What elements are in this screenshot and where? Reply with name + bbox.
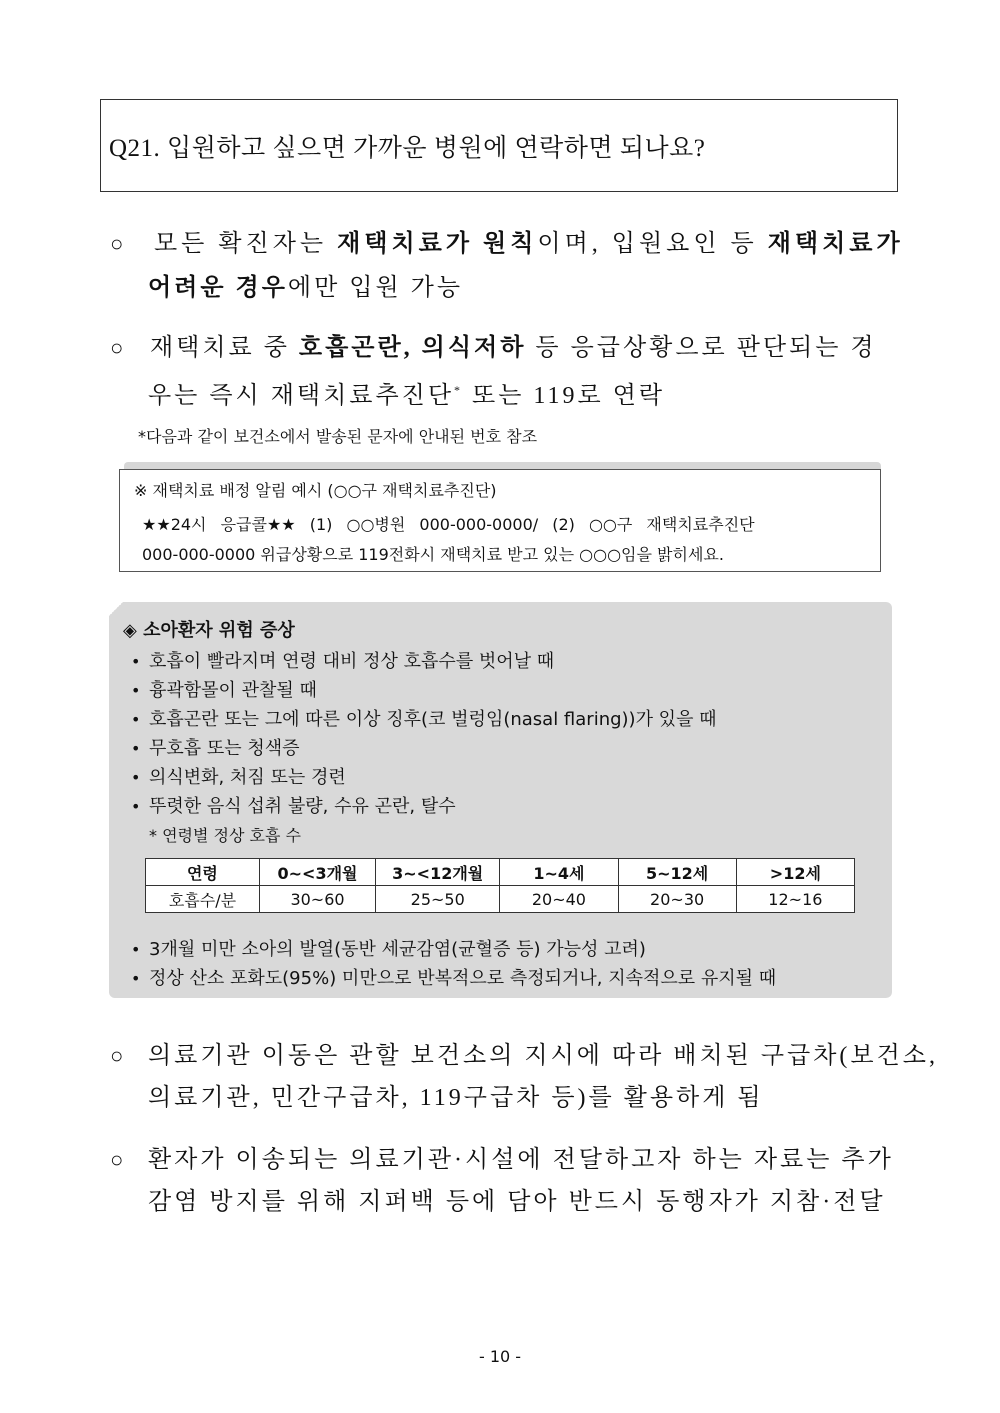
respiration-rate-table: [145, 858, 855, 913]
bullet-circle: ○: [110, 335, 124, 360]
bullet-circle: ○: [110, 1147, 124, 1172]
para1-bold-c: 어려운 경우: [148, 275, 288, 301]
list-item: • 정상 산소 포화도(95%) 미만으로 반복적으로 측정되거나, 지속적으로 유지될 때: [131, 968, 777, 989]
bullet-circle: ○: [110, 1043, 124, 1068]
table-header-row: [146, 859, 855, 886]
list-item: • 뚜렷한 음식 섭취 불량, 수유 곤란, 탈수: [131, 796, 456, 817]
list-item: • 호흡곤란 또는 그에 따른 이상 징후(코 벌렁임(nasal flaring))가 있을 때: [131, 709, 717, 730]
footnote: *다음과 같이 보건소에서 발송된 문자에 안내된 번호 참조: [138, 427, 538, 446]
list-item: • 무호흡 또는 청색증: [131, 738, 300, 759]
table-cell: 20~30: [618, 886, 736, 913]
table-header-cell: 0~<3개월: [259, 859, 375, 886]
table-header-cell: 1~4세: [500, 859, 618, 886]
sms-title: ※ 재택치료 배정 알림 예시 (○○구 재택치료추진단): [134, 481, 497, 500]
pediatric-risk-box: [109, 602, 892, 998]
list-item: • 흉곽함몰이 관찰될 때: [131, 680, 317, 701]
para1-bold-b: 재택치료가: [767, 231, 904, 257]
table-row: [146, 886, 855, 913]
para1-bold-a: 재택치료가 원칙: [337, 231, 538, 257]
para2-footnote-mark: *: [454, 383, 464, 397]
table-cell: 호흡수/분: [146, 886, 260, 913]
para4-line-2: 감염 방지를 위해 지퍼백 등에 담아 반드시 동행자가 지참·전달: [148, 1189, 886, 1215]
para1-text-c: 에만 입원 가능: [287, 275, 464, 301]
table-header-cell: 5~12세: [618, 859, 736, 886]
question-title: Q21. 입원하고 싶으면 가까운 병원에 연락하면 되나요?: [109, 135, 706, 162]
sms-line-2: 000-000-0000 위급상황으로 119전화시 재택치료 받고 있는 ○○○임을 밝히세요.: [142, 545, 724, 564]
respiration-table-note: * 연령별 정상 호흡 수: [149, 826, 301, 845]
table-cell: 25~50: [376, 886, 500, 913]
sms-example-box: [119, 469, 881, 572]
bullet-circle: ○: [110, 231, 124, 256]
para1-text-a: 모든 확진자는: [154, 231, 338, 257]
para4-line-1: 환자가 이송되는 의료기관·시설에 전달하고자 하는 자료는 추가: [148, 1147, 894, 1173]
question-box: [100, 99, 898, 192]
pediatric-risk-title: ◈ 소아환자 위험 증상: [123, 620, 295, 641]
para2-text-c: 우는 즉시 재택치료추진단: [148, 383, 455, 409]
page-number: - 10 -: [478, 1347, 522, 1366]
table-header-cell: 연령: [146, 859, 260, 886]
para3-line-1: 의료기관 이동은 관할 보건소의 지시에 따라 배치된 구급차(보건소,: [148, 1043, 938, 1069]
table-cell: 20~40: [500, 886, 618, 913]
para2-text-b: 등 응급상황으로 판단되는 경: [526, 335, 877, 361]
para2-bold-a: 호흡곤란, 의식저하: [298, 335, 527, 361]
box-corner-fold: [109, 602, 123, 616]
para3-line-2: 의료기관, 민간구급차, 119구급차 등)를 활용하게 됨: [148, 1085, 764, 1111]
table-header-cell: 3~<12개월: [376, 859, 500, 886]
para2-text-a: 재택치료 중: [150, 335, 299, 361]
list-item: • 3개월 미만 소아의 발열(동반 세균감염(균혈증 등) 가능성 고려): [131, 939, 646, 960]
list-item: • 의식변화, 처짐 또는 경련: [131, 767, 346, 788]
sms-line-1: ★★24시 응급콜★★ (1) ○○병원 000-000-0000/ (2) ○○구 재택치료추진단: [142, 515, 755, 534]
table-header-cell: >12세: [736, 859, 854, 886]
para1-text-b: 이며, 입원요인 등: [537, 231, 768, 257]
list-item: • 호흡이 빨라지며 연령 대비 정상 호흡수를 벗어날 때: [131, 651, 555, 672]
table-cell: 12~16: [736, 886, 854, 913]
para2-text-d: 또는 119로 연락: [463, 383, 666, 409]
table-cell: 30~60: [259, 886, 375, 913]
